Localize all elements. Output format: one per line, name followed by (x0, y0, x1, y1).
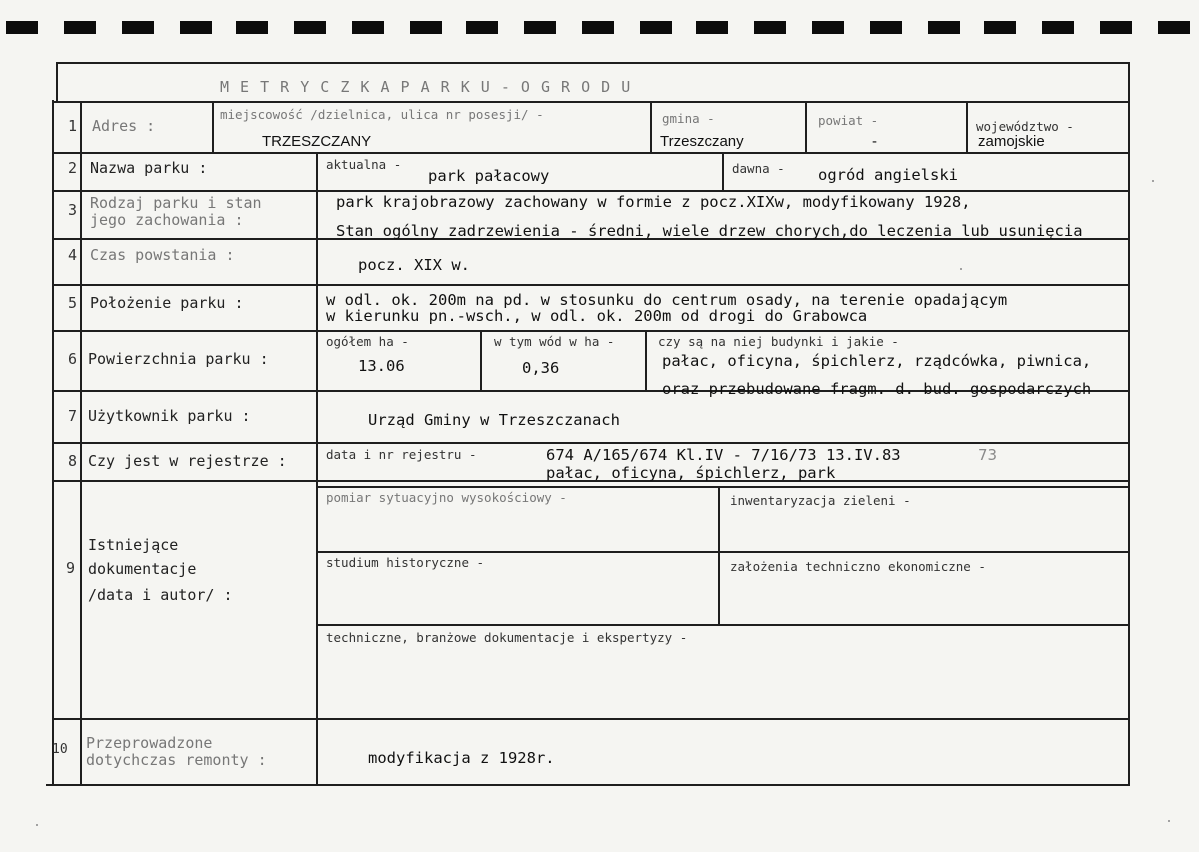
total-area-caption: ogółem ha - (326, 334, 409, 349)
gmina-value: Trzeszczany (660, 133, 744, 150)
row4-number: 4 (68, 246, 78, 264)
form-title: M E T R Y C Z K A P A R K U - O G R O D U (220, 78, 632, 96)
locality-value: TRZESZCZANY (262, 133, 372, 150)
park-type-label-2: jego zachowania : (90, 211, 244, 229)
row1-divider-4 (966, 102, 968, 152)
row2-divider (722, 152, 724, 190)
address-label: Adres : (92, 117, 156, 135)
row5-top (54, 284, 1130, 286)
row9-inner-top (316, 486, 1128, 488)
documentation-label-3: /data i autor/ : (88, 586, 233, 604)
scan-speck (36, 824, 38, 826)
row1-top (54, 101, 1130, 103)
row6-number: 6 (68, 350, 78, 368)
area-label: Powierzchnia parku : (88, 350, 269, 368)
row6-top (54, 330, 1130, 332)
locality-caption: miejscowość /dzielnica, ulica nr posesji/ - (220, 107, 544, 122)
scan-speck (1152, 180, 1154, 182)
register-caption: data i nr rejestru - (326, 447, 477, 462)
park-type-line-2: Stan ogólny zadrzewienia - średni, wiele drzew chorych,do leczenia lub usunięcia (336, 222, 1083, 240)
frame-left-upper (56, 62, 58, 102)
park-type-line-1: park krajobrazowy zachowany w formie z pocz.XIXw, modyfikowany 1928, (336, 193, 971, 211)
register-line-2: pałac, oficyna, śpichlerz, park (546, 464, 836, 482)
row6-divider-2 (645, 330, 647, 390)
row7-number: 7 (68, 407, 78, 425)
row9-divider (718, 486, 720, 624)
row10-number: 10 (52, 742, 68, 757)
park-type-label-1: Rodzaj parku i stan (90, 194, 262, 212)
location-line-1: w odl. ok. 200m na pd. w stosunku do centrum osady, na terenie opadającym (326, 291, 1008, 309)
row8-top (54, 442, 1130, 444)
technical-docs-caption: techniczne, branżowe dokumentacje i ekspertyzy - (326, 630, 688, 645)
survey-caption: pomiar sytuacyjno wysokościowy - (326, 490, 567, 505)
voivodeship-caption: województwo - (976, 119, 1074, 134)
user-label: Użytkownik parku : (88, 407, 251, 425)
current-name-value: park pałacowy (428, 167, 550, 185)
frame-bottom (46, 784, 1130, 786)
row3-top (54, 190, 1130, 192)
origin-label: Czas powstania : (90, 246, 235, 264)
row5-number: 5 (68, 294, 78, 312)
documentation-label-2: dokumentacje (88, 560, 197, 578)
row3-number: 3 (68, 201, 78, 219)
row9-inner-low (316, 624, 1128, 626)
row9-number: 9 (66, 559, 76, 577)
gmina-caption: gmina - (662, 111, 715, 126)
frame-top (56, 62, 1130, 64)
row2-top (54, 152, 1130, 154)
assumptions-caption: założenia techniczno ekonomiczne - (730, 559, 986, 574)
former-name-value: ogród angielski (818, 166, 958, 184)
row9-inner-mid (316, 551, 1128, 553)
buildings-caption: czy są na niej budynki i jakie - (658, 334, 899, 349)
row1-divider-3 (805, 102, 807, 152)
inventory-caption: inwentaryzacja zieleni - (730, 493, 911, 508)
former-name-caption: dawna - (732, 161, 785, 176)
row1-number: 1 (68, 117, 78, 135)
history-caption: studium historyczne - (326, 555, 485, 570)
water-area-value: 0,36 (522, 359, 560, 377)
park-name-label: Nazwa parku : (90, 159, 208, 177)
row10-top (54, 718, 1130, 720)
buildings-line-1: pałac, oficyna, śpichlerz, rządcówka, piwnica, (662, 352, 1092, 370)
row2-number: 2 (68, 159, 78, 177)
label-column-divider (316, 152, 318, 786)
powiat-value: - (872, 133, 877, 150)
repairs-value: modyfikacja z 1928r. (368, 749, 555, 767)
location-line-2: w kierunku pn.-wsch., w odl. ok. 200m od drogi do Grabowca (326, 307, 868, 325)
row1-divider-2 (650, 102, 652, 152)
current-name-caption: aktualna - (326, 157, 402, 172)
row1-divider-1 (212, 102, 214, 152)
buildings-line-2: oraz przebudowane fragm. d. bud. gospodarczych (662, 380, 1092, 398)
scan-speck (960, 268, 962, 270)
row6-divider-1 (480, 330, 482, 390)
register-handwritten-note: 73 (978, 446, 998, 464)
powiat-caption: powiat - (818, 113, 879, 128)
origin-value: pocz. XIX w. (358, 256, 470, 274)
total-area-value: 13.06 (358, 357, 405, 375)
location-label: Położenie parku : (90, 294, 244, 312)
user-value: Urząd Gminy w Trzeszczanach (368, 411, 620, 429)
row8-number: 8 (68, 452, 78, 470)
register-label: Czy jest w rejestrze : (88, 452, 287, 470)
documentation-label-1: Istniejące (88, 536, 179, 554)
frame-right (1128, 62, 1130, 786)
voivodeship-value: zamojskie (978, 133, 1045, 150)
repairs-label-1: Przeprowadzone (86, 734, 213, 752)
scan-speck (1168, 820, 1170, 822)
repairs-label-2: dotychczas remonty : (86, 751, 267, 769)
register-line-1: 674 A/165/674 Kl.IV - 7/16/73 13.IV.83 (546, 446, 901, 464)
water-area-caption: w tym wód w ha - (494, 334, 615, 349)
number-column-divider (80, 102, 82, 786)
